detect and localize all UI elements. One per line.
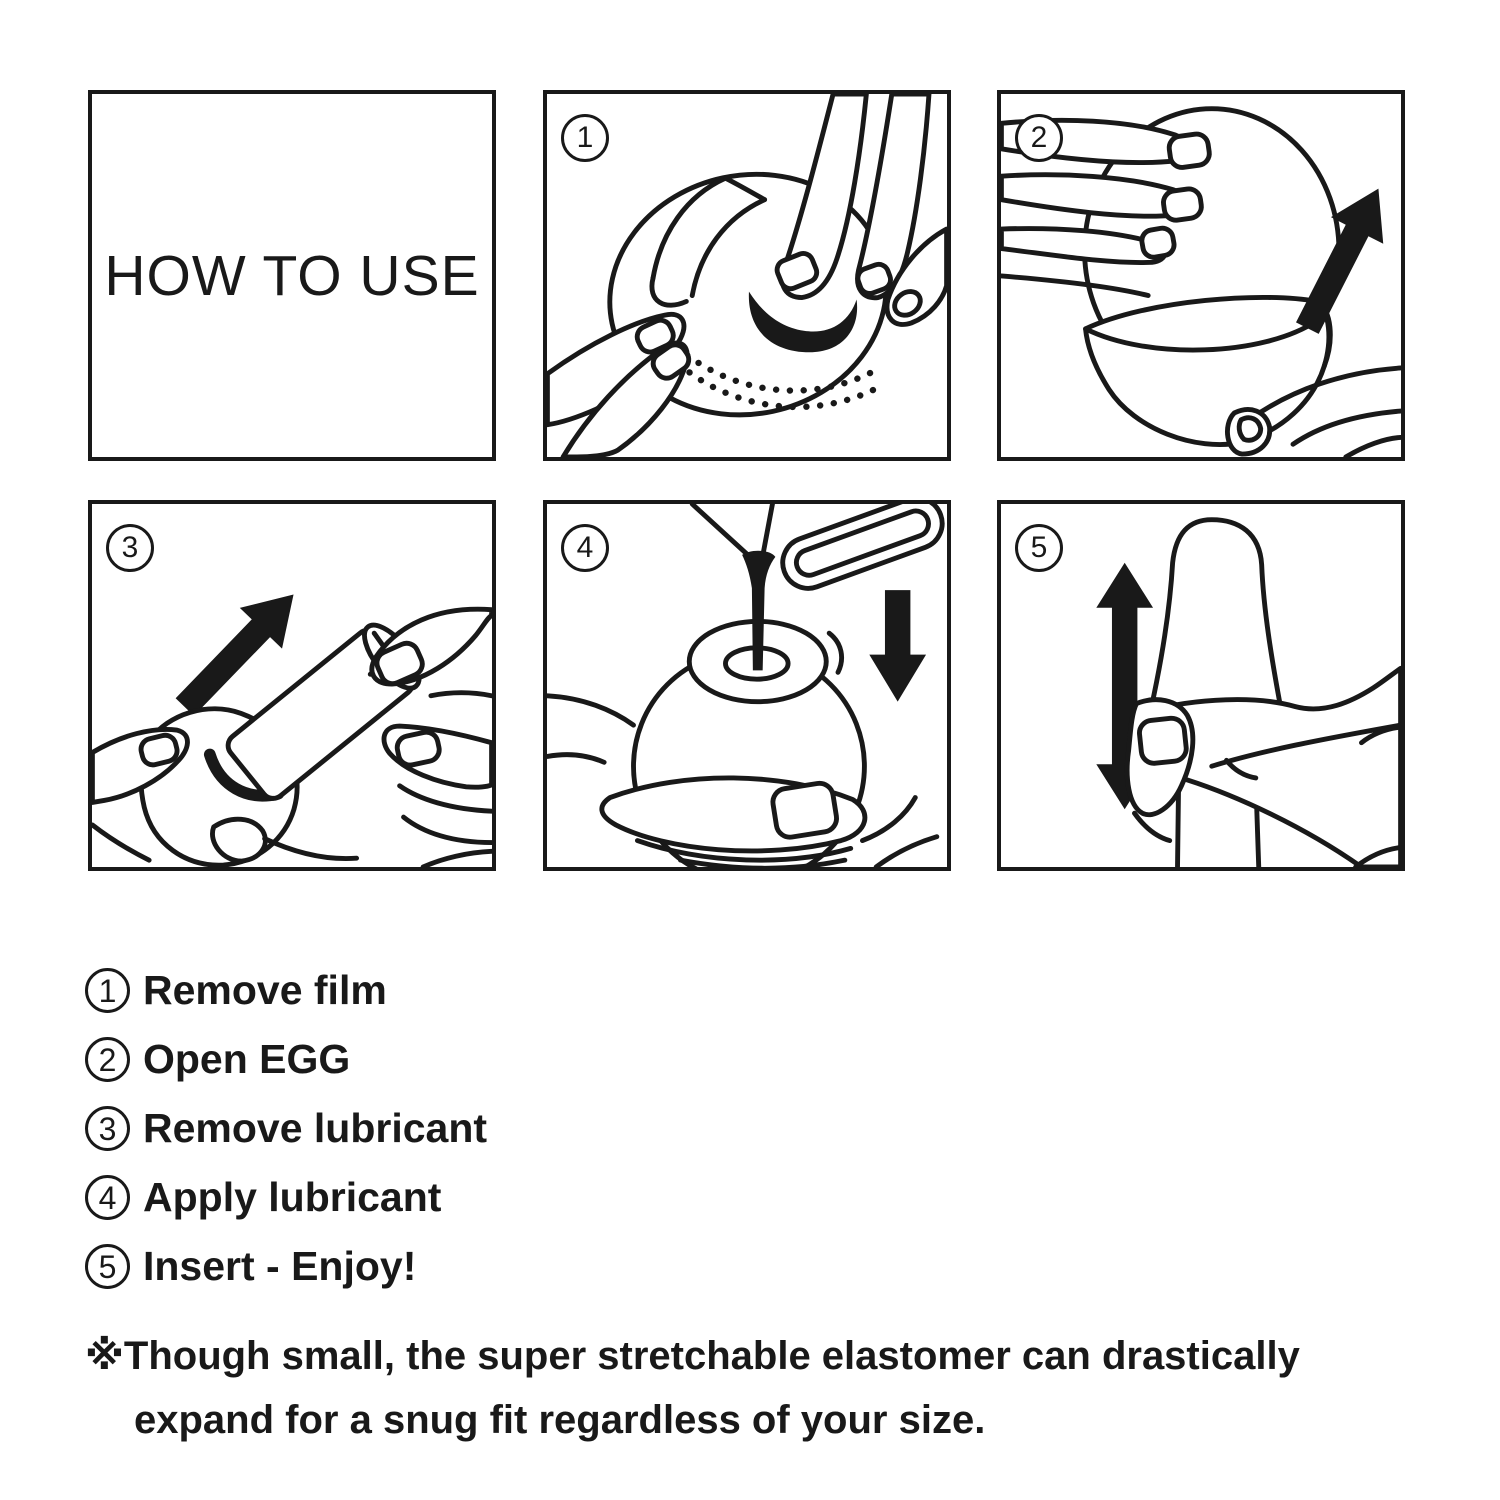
step-item-3 xyxy=(85,1106,487,1151)
step-item-1 xyxy=(85,968,487,1013)
lubricant-sachet xyxy=(692,504,947,595)
pinching-fingers xyxy=(547,314,693,457)
remove-film-illustration xyxy=(547,94,947,457)
steps-list xyxy=(85,968,487,1313)
thumbnail xyxy=(1138,717,1187,765)
step-2-label: Open EGG xyxy=(143,1036,351,1082)
step-item-2 xyxy=(85,1037,487,1082)
fingernail xyxy=(1168,133,1211,169)
right-hand xyxy=(372,609,492,867)
step-1-label: Remove film xyxy=(143,967,387,1013)
panel-insert-enjoy xyxy=(997,500,1405,871)
fingernail xyxy=(1162,187,1203,221)
step-2-circle: 2 xyxy=(85,1037,130,1082)
panel-apply-lubricant xyxy=(543,500,951,871)
insert-enjoy-illustration xyxy=(1001,504,1401,867)
fingernail xyxy=(395,730,441,767)
panel-open-egg xyxy=(997,90,1405,461)
thumbnail xyxy=(771,781,839,839)
fingernail xyxy=(1140,227,1176,259)
footnote-line-2: expand for a snug fit regardless of your size. xyxy=(134,1398,986,1442)
sheet-title: HOW TO USE xyxy=(104,243,480,308)
step-item-4 xyxy=(85,1175,487,1220)
panel-remove-lubricant xyxy=(88,500,496,871)
step-item-5 xyxy=(85,1244,487,1289)
step-3-label: Remove lubricant xyxy=(143,1105,488,1151)
remove-lubricant-illustration xyxy=(92,504,492,867)
footnote xyxy=(85,1324,1435,1452)
fingernail xyxy=(139,733,180,767)
step-4-label: Apply lubricant xyxy=(143,1174,442,1220)
step-3-number-badge: 3 xyxy=(106,524,154,572)
step-5-circle: 5 xyxy=(85,1244,130,1289)
step-1-circle: 1 xyxy=(85,968,130,1013)
panel-remove-film xyxy=(543,90,951,461)
step-4-circle: 4 xyxy=(85,1175,130,1220)
apply-lubricant-illustration xyxy=(547,504,947,867)
reference-mark: ※ xyxy=(85,1334,124,1378)
step-1-number-badge: 1 xyxy=(561,114,609,162)
open-egg-illustration xyxy=(1001,94,1401,457)
wrapper-cup xyxy=(1086,297,1331,444)
step-5-label: Insert - Enjoy! xyxy=(143,1243,417,1289)
footnote-line-1 xyxy=(85,1324,1435,1388)
footnote-text-1: Though small, the super stretchable elastomer can drastically xyxy=(123,1334,1300,1378)
down-arrow-icon xyxy=(869,590,926,702)
step-3-circle: 3 xyxy=(85,1106,130,1151)
title-panel xyxy=(88,90,496,461)
step-4-number-badge: 4 xyxy=(561,524,609,572)
step-5-number-badge: 5 xyxy=(1015,524,1063,572)
upper-hand xyxy=(774,94,946,324)
step-2-number-badge: 2 xyxy=(1015,114,1063,162)
